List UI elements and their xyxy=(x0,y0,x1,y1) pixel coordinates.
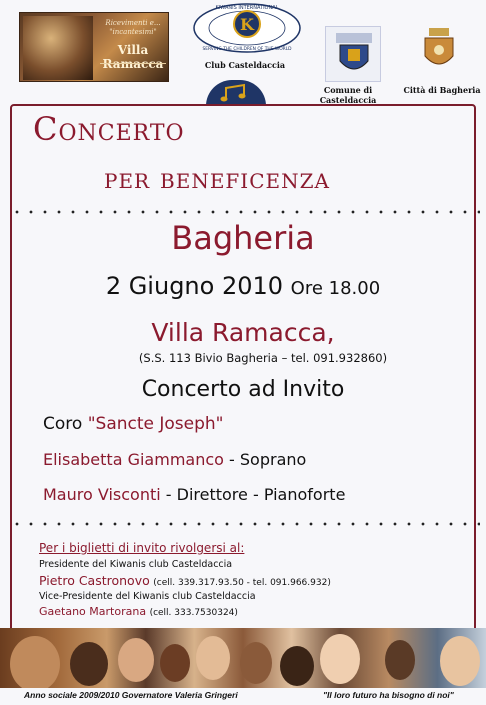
event-time: Ore 18.00 xyxy=(290,278,381,299)
comune-casteldaccia-label: Comune di Casteldaccia xyxy=(319,85,377,105)
child-face-icon xyxy=(280,646,314,686)
music-note-icon xyxy=(206,80,266,106)
villa-photo-icon xyxy=(23,16,93,80)
soprano-line xyxy=(43,450,306,469)
child-face-icon xyxy=(118,638,154,682)
child-face-icon xyxy=(440,636,480,686)
director-line xyxy=(43,485,345,504)
divider xyxy=(100,63,166,75)
citta-bagheria-label: Città di Bagheria xyxy=(403,85,481,95)
ramacca-name: Villa Ramacca xyxy=(102,43,164,71)
vice-name: Gaetano Martorana xyxy=(39,605,147,618)
bagheria-crest-icon xyxy=(420,26,458,74)
vice-tel: (cell. 333.7530324) xyxy=(149,608,238,618)
child-face-icon xyxy=(70,642,108,686)
event-city: Bagheria xyxy=(171,219,315,257)
footer-anno-sociale: Anno sociale 2009/2010 Governatore Valeria Gringeri xyxy=(24,690,238,700)
president-role: Presidente del Kiwanis club Casteldaccia xyxy=(39,559,233,570)
event-address: (S.S. 113 Bivio Bagheria – tel. 091.932860) xyxy=(138,351,388,365)
kiwanis-ring-top: KIWANIS INTERNATIONAL xyxy=(215,5,279,11)
child-face-icon xyxy=(10,636,60,688)
title-beneficenza: per beneficenza xyxy=(104,162,330,195)
coro-name: "Sancte Joseph" xyxy=(87,414,224,434)
president-line xyxy=(39,573,331,588)
coro-label: Coro xyxy=(43,414,83,434)
vice-line xyxy=(39,605,238,618)
children-photo-strip xyxy=(0,628,486,688)
president-tel: (cell. 339.317.93.50 - tel. 091.966.932) xyxy=(153,578,331,588)
vice-role: Vice-Presidente del Kiwanis club Casteldaccia xyxy=(39,591,256,602)
event-date: 2 Giugno 2010 xyxy=(105,272,284,300)
casteldaccia-crest-icon xyxy=(325,26,381,82)
divider-top xyxy=(10,209,480,215)
child-face-icon xyxy=(240,642,272,684)
event-venue: Villa Ramacca, xyxy=(151,318,335,347)
child-face-icon xyxy=(320,634,360,684)
villa-ramacca-logo xyxy=(19,12,169,82)
divider-bottom xyxy=(10,521,480,527)
title-concerto: Concerto xyxy=(33,110,185,148)
director-name: Mauro Visconti xyxy=(43,485,161,504)
event-type: Concerto ad Invito xyxy=(141,377,345,402)
kiwanis-logo xyxy=(192,2,302,54)
soprano-name: Elisabetta Giammanco xyxy=(43,450,224,469)
ramacca-tagline: Ricevimenti e... "incantesimi" xyxy=(105,19,161,36)
child-face-icon xyxy=(160,644,190,682)
child-face-icon xyxy=(196,636,230,680)
kiwanis-ring-bottom: SERVING THE CHILDREN OF THE WORLD xyxy=(202,47,292,52)
event-date-line xyxy=(0,272,486,300)
kiwanis-club-label: Club Casteldaccia xyxy=(204,60,286,70)
kiwanis-letter: K xyxy=(240,15,254,34)
info-heading: Per i biglietti di invito rivolgersi al: xyxy=(39,541,245,555)
child-face-icon xyxy=(385,640,415,680)
footer-slogan: "Il loro futuro ha bisogno di noi" xyxy=(323,690,454,700)
president-name: Pietro Castronovo xyxy=(39,573,150,588)
soprano-role: - Soprano xyxy=(229,450,307,469)
coro-line xyxy=(43,414,224,434)
director-role: - Direttore - Pianoforte xyxy=(165,485,346,504)
